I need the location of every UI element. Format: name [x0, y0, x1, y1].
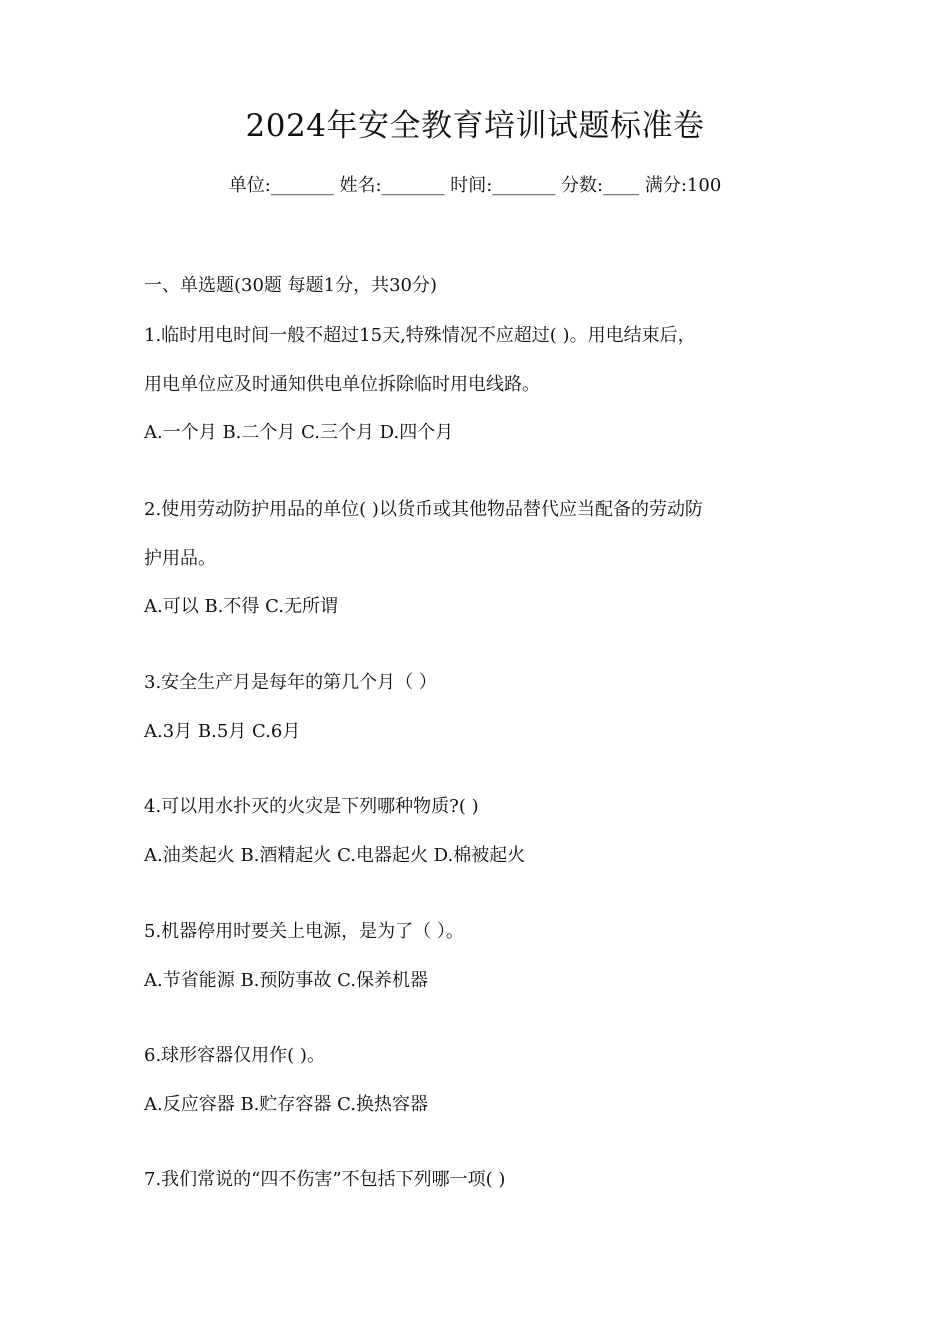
question-6-stem: 6.球形容器仅用作( )。 — [144, 1045, 325, 1066]
question-4-stem: 4.可以用水扑灭的火灾是下列哪种物质?( ) — [144, 796, 479, 817]
question-4-options: A.油类起火 B.酒精起火 C.电器起火 D.棉被起火 — [144, 845, 526, 866]
question-3-stem: 3.安全生产月是每年的第几个月（ ） — [144, 672, 437, 693]
question-3-options: A.3月 B.5月 C.6月 — [144, 721, 301, 742]
question-5-stem: 5.机器停用时要关上电源，是为了（ ）。 — [144, 921, 464, 942]
question-5-options: A.节省能源 B.预防事故 C.保养机器 — [144, 970, 428, 991]
question-7-stem: 7.我们常说的“四不伤害”不包括下列哪一项( ) — [144, 1169, 506, 1190]
exam-info-line: 单位:_______ 姓名:_______ 时间:_______ 分数:____ 满分:100 — [228, 175, 722, 196]
question-2-stem-line-1: 2.使用劳动防护用品的单位( )以货币或其他物品替代应当配备的劳动防 — [144, 499, 703, 520]
question-6-options: A.反应容器 B.贮存容器 C.换热容器 — [144, 1094, 428, 1115]
question-1-stem-line-1: 1.临时用电时间一般不超过15天,特殊情况不应超过( )。用电结束后， — [144, 325, 696, 346]
section-heading: 一、单选题(30题 每题1分，共30分) — [144, 275, 438, 296]
question-2-options: A.可以 B.不得 C.无所谓 — [144, 596, 338, 617]
page-title: 2024年安全教育培训试题标准卷 — [245, 108, 705, 144]
question-2-stem-line-2: 护用品。 — [144, 548, 216, 569]
question-1-stem-line-2: 用电单位应及时通知供电单位拆除临时用电线路。 — [144, 374, 540, 395]
question-1-options: A.一个月 B.二个月 C.三个月 D.四个月 — [144, 422, 454, 443]
